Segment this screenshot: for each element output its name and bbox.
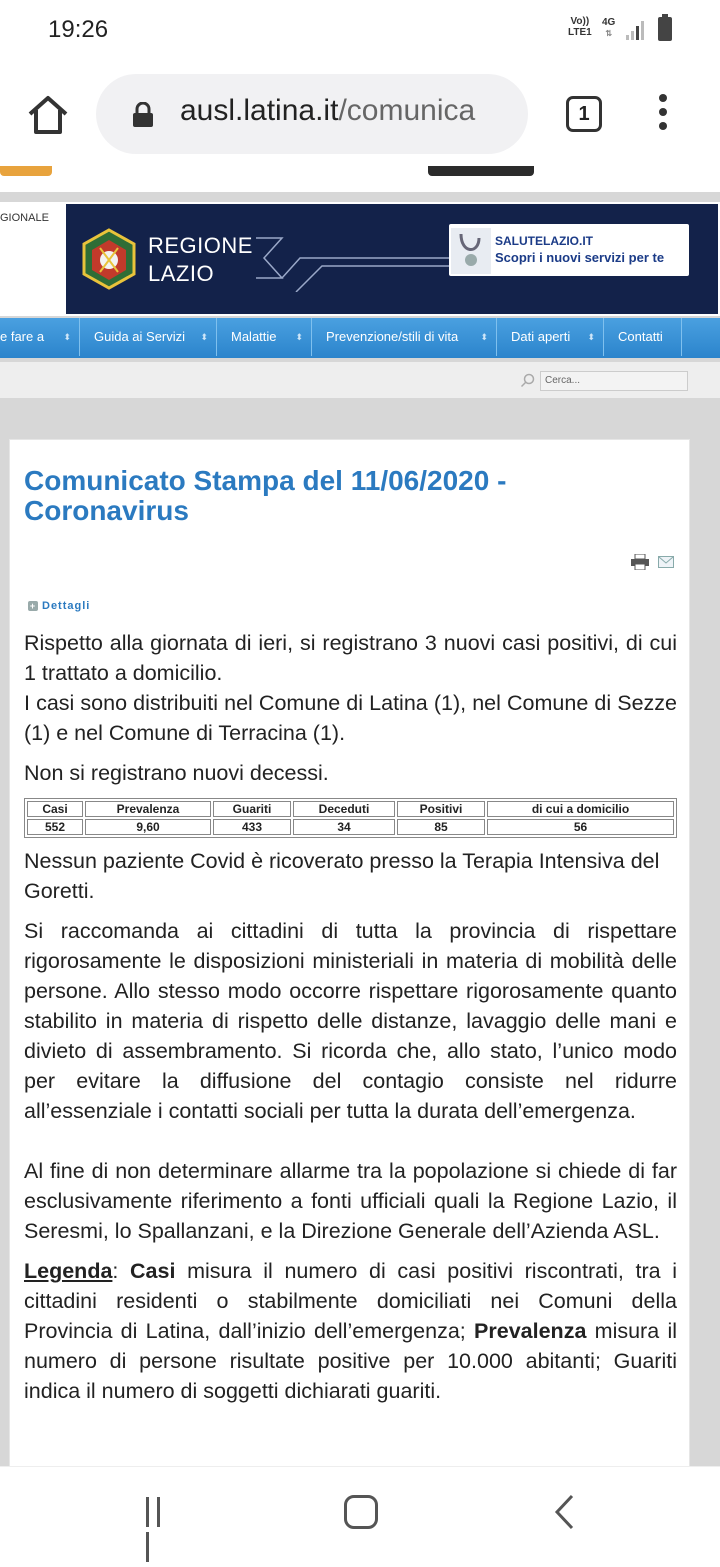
table-header-row (27, 801, 674, 817)
table-header: Prevalenza (85, 801, 211, 817)
table-cell: 9,60 (85, 819, 211, 835)
clock: 19:26 (48, 16, 109, 43)
address-bar[interactable] (96, 74, 528, 154)
top-strip (0, 166, 720, 192)
legend-label: Legenda (24, 1259, 113, 1283)
system-navigation-bar (0, 1466, 720, 1560)
paragraph-new-cases: Rispetto alla giornata di ieri, si registrano 3 nuovi casi positivi, di cui 1 trattato a domicilio. (24, 631, 677, 685)
paragraph-icu: Nessun paziente Covid è ricoverato presso la Terapia Intensiva del Goretti. (24, 849, 660, 903)
article-card (9, 439, 690, 1466)
table-header: Casi (27, 801, 83, 817)
table-header: Guariti (213, 801, 291, 817)
table-cell: 85 (397, 819, 485, 835)
table-cell: 34 (293, 819, 395, 835)
stethoscope-icon (451, 228, 491, 274)
salute-title: SALUTELAZIO.IT (495, 234, 593, 248)
dark-tab[interactable] (428, 166, 534, 176)
nav-contatti[interactable]: Contatti (604, 318, 682, 356)
battery-icon (658, 17, 672, 41)
table-cell: 433 (213, 819, 291, 835)
search-icon[interactable] (520, 372, 536, 388)
paragraph-distribution: I casi sono distribuiti nel Comune di Latina (1), nel Comune di Sezze (1) e nel Comune di Terracina (1). (24, 691, 677, 745)
print-icon[interactable] (631, 554, 649, 570)
home-icon[interactable] (26, 92, 70, 136)
covid-stats-table (24, 798, 677, 838)
expand-icon: + (29, 601, 37, 611)
table-header: Positivi (397, 801, 485, 817)
nav-prevenzione[interactable]: Prevenzione/stili di vita ⬍ (312, 318, 497, 356)
more-menu-icon[interactable] (656, 94, 670, 134)
table-cell: 552 (27, 819, 83, 835)
header-fragment-text: GIONALE (0, 212, 49, 224)
salutelazio-promo[interactable] (449, 224, 689, 276)
table-header: di cui a domicilio (487, 801, 674, 817)
network-type: 4G ⇅ (602, 17, 616, 38)
table-header: Deceduti (293, 801, 395, 817)
regione-lazio-logo (80, 228, 138, 290)
orange-tab[interactable] (0, 166, 52, 176)
signal-icon (626, 20, 646, 40)
lock-icon (132, 102, 154, 128)
regione-lazio-banner[interactable] (66, 204, 718, 314)
nav-come-fare[interactable]: e fare a ⬍ (0, 318, 80, 356)
nav-dati-aperti[interactable]: Dati aperti ⬍ (497, 318, 604, 356)
paragraph-recommendation: Si raccomanda ai cittadini di tutta la provincia di rispettare rigorosamente le disposizioni ministeriali in materia di mobilità delle persone. Allo stesso modo occorre rispettare rigorosamente quanto stabilito in materia di rispetto delle distanze, lavaggio delle mani e divieto di assembramento. Si ricorda che, allo stato, l’unico modo per evitare la diffusione del contagio consiste nel ridurre all’essenziale i contatti sociali per tutta la durata dell’emergenza. (24, 919, 677, 1123)
nav-malattie[interactable]: Malattie ⬍ (217, 318, 312, 356)
article-body (24, 628, 677, 1406)
paragraph-legend: Legenda: Casi misura il numero di casi positivi riscontrati, tra i cittadini residenti o stabilmente domiciliati nei Comuni della Provincia di Latina, dall’inizio dell’emergenza; Prevalenza misura il numero di persone risultate positive per 10.000 abitanti; Guariti indica il numero di soggetti dichiarati guariti. (24, 1259, 677, 1403)
volte-indicator: Vo)) LTE1 (568, 16, 592, 38)
regione-lazio-wordmark: REGIONE LAZIO (148, 233, 253, 286)
search-row (0, 362, 720, 398)
salute-subtitle: Scopri i nuovi servizi per te (495, 250, 665, 265)
url-text[interactable]: ausl.latina.it/comunica (180, 94, 476, 127)
search-input[interactable]: Cerca... (540, 371, 688, 391)
browser-toolbar (0, 62, 720, 166)
paragraph-no-deaths: Non si registrano nuovi decessi. (24, 761, 329, 785)
recent-apps-button[interactable] (146, 1497, 176, 1527)
main-navigation (0, 318, 720, 358)
page-title: Comunicato Stampa del 11/06/2020 - Coronavirus (24, 465, 507, 526)
status-bar (0, 0, 720, 62)
table-cell: 56 (487, 819, 674, 835)
site-header (0, 202, 720, 316)
home-button[interactable] (344, 1495, 378, 1529)
nav-guida-servizi[interactable]: Guida ai Servizi ⬍ (80, 318, 217, 356)
dettagli-toggle[interactable]: + Dettagli (29, 600, 91, 612)
email-icon[interactable] (658, 556, 674, 568)
table-row (27, 819, 674, 835)
tab-switcher-button[interactable]: 1 (566, 96, 602, 132)
paragraph-official-sources: Al fine di non determinare allarme tra la popolazione si chiede di far esclusivamente riferimento a fonti ufficiali quali la Regione Lazio, il Seresmi, lo Spallanzani, e la Direzione Generale dell’Azienda ASL. (24, 1159, 677, 1243)
back-button[interactable] (552, 1493, 576, 1531)
web-page (0, 166, 720, 1466)
